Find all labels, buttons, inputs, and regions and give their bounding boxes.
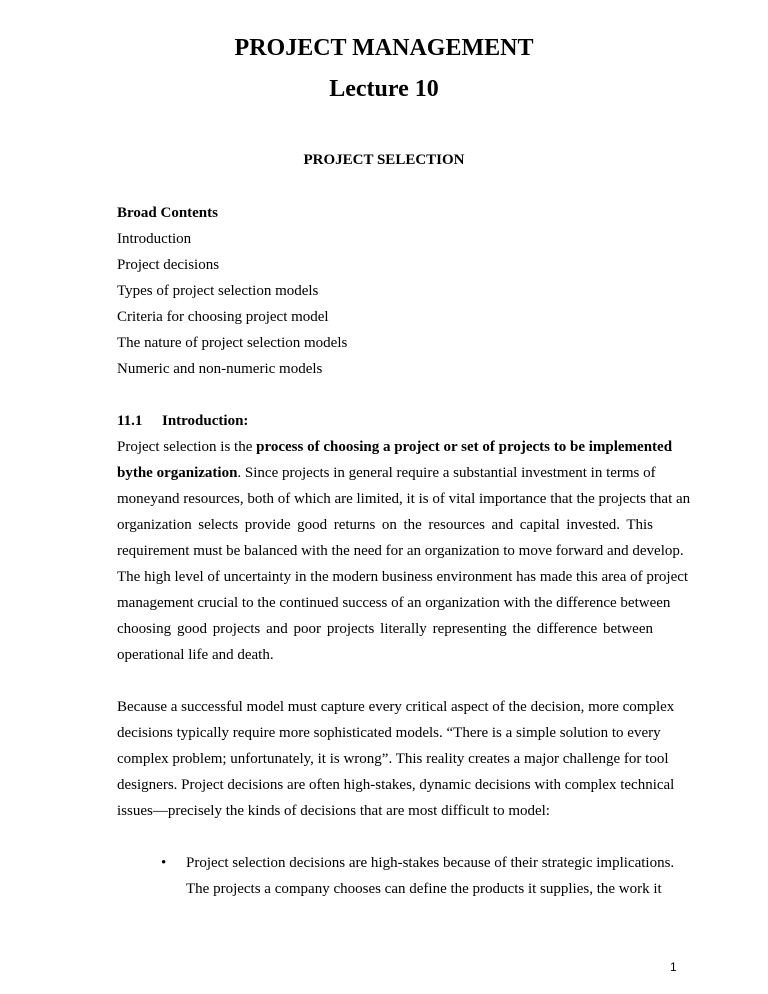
paragraph-line: organization selects provide good returns on the resources and capital invested. This <box>117 517 653 533</box>
paragraph-line: moneyand resources, both of which are limited, it is of vital importance that the projects that an <box>117 491 691 507</box>
paragraph-line: Because a successful model must capture every critical aspect of the decision, more complex <box>117 699 675 715</box>
contents-item: Introduction <box>117 231 192 247</box>
bullet-line: The projects a company chooses can define the products it supplies, the work it <box>186 881 662 897</box>
paragraph-line: choosing good projects and poor projects literally representing the difference between <box>117 621 653 637</box>
paragraph-line: designers. Project decisions are often high-stakes, dynamic decisions with complex technical <box>117 777 675 793</box>
contents-item: The nature of project selection models <box>117 335 348 351</box>
paragraph-line: issues—precisely the kinds of decisions that are most difficult to model: <box>117 803 550 819</box>
contents-heading: Broad Contents <box>117 205 218 221</box>
paragraph-line: Project selection is the process of choosing a project or set of projects to be implemented <box>117 439 673 455</box>
page-number: 1 <box>670 960 677 974</box>
topic-heading: PROJECT SELECTION <box>303 152 465 168</box>
lecture-heading: Lecture 10 <box>329 76 439 102</box>
contents-item: Numeric and non-numeric models <box>117 361 323 377</box>
paragraph-line: bythe organization. Since projects in general require a substantial investment in terms of <box>117 465 656 481</box>
bullet-line: Project selection decisions are high-stakes because of their strategic implications. <box>186 855 675 871</box>
document-title: PROJECT MANAGEMENT <box>234 35 534 61</box>
paragraph-line: management crucial to the continued success of an organization with the difference between <box>117 595 671 611</box>
paragraph-line: requirement must be balanced with the need for an organization to move forward and develop. <box>117 543 684 559</box>
paragraph-line: operational life and death. <box>117 647 274 663</box>
contents-item: Project decisions <box>117 257 220 273</box>
paragraph-line: complex problem; unfortunately, it is wrong”. This reality creates a major challenge for tool <box>117 751 669 767</box>
section-title: Introduction: <box>162 413 249 429</box>
contents-item: Types of project selection models <box>117 283 319 299</box>
paragraph-line: The high level of uncertainty in the modern business environment has made this area of project <box>117 569 689 585</box>
bullet-icon: • <box>161 855 167 871</box>
paragraph-line: decisions typically require more sophisticated models. “There is a simple solution to every <box>117 725 661 741</box>
section-number: 11.1 <box>117 413 143 429</box>
contents-item: Criteria for choosing project model <box>117 309 329 325</box>
